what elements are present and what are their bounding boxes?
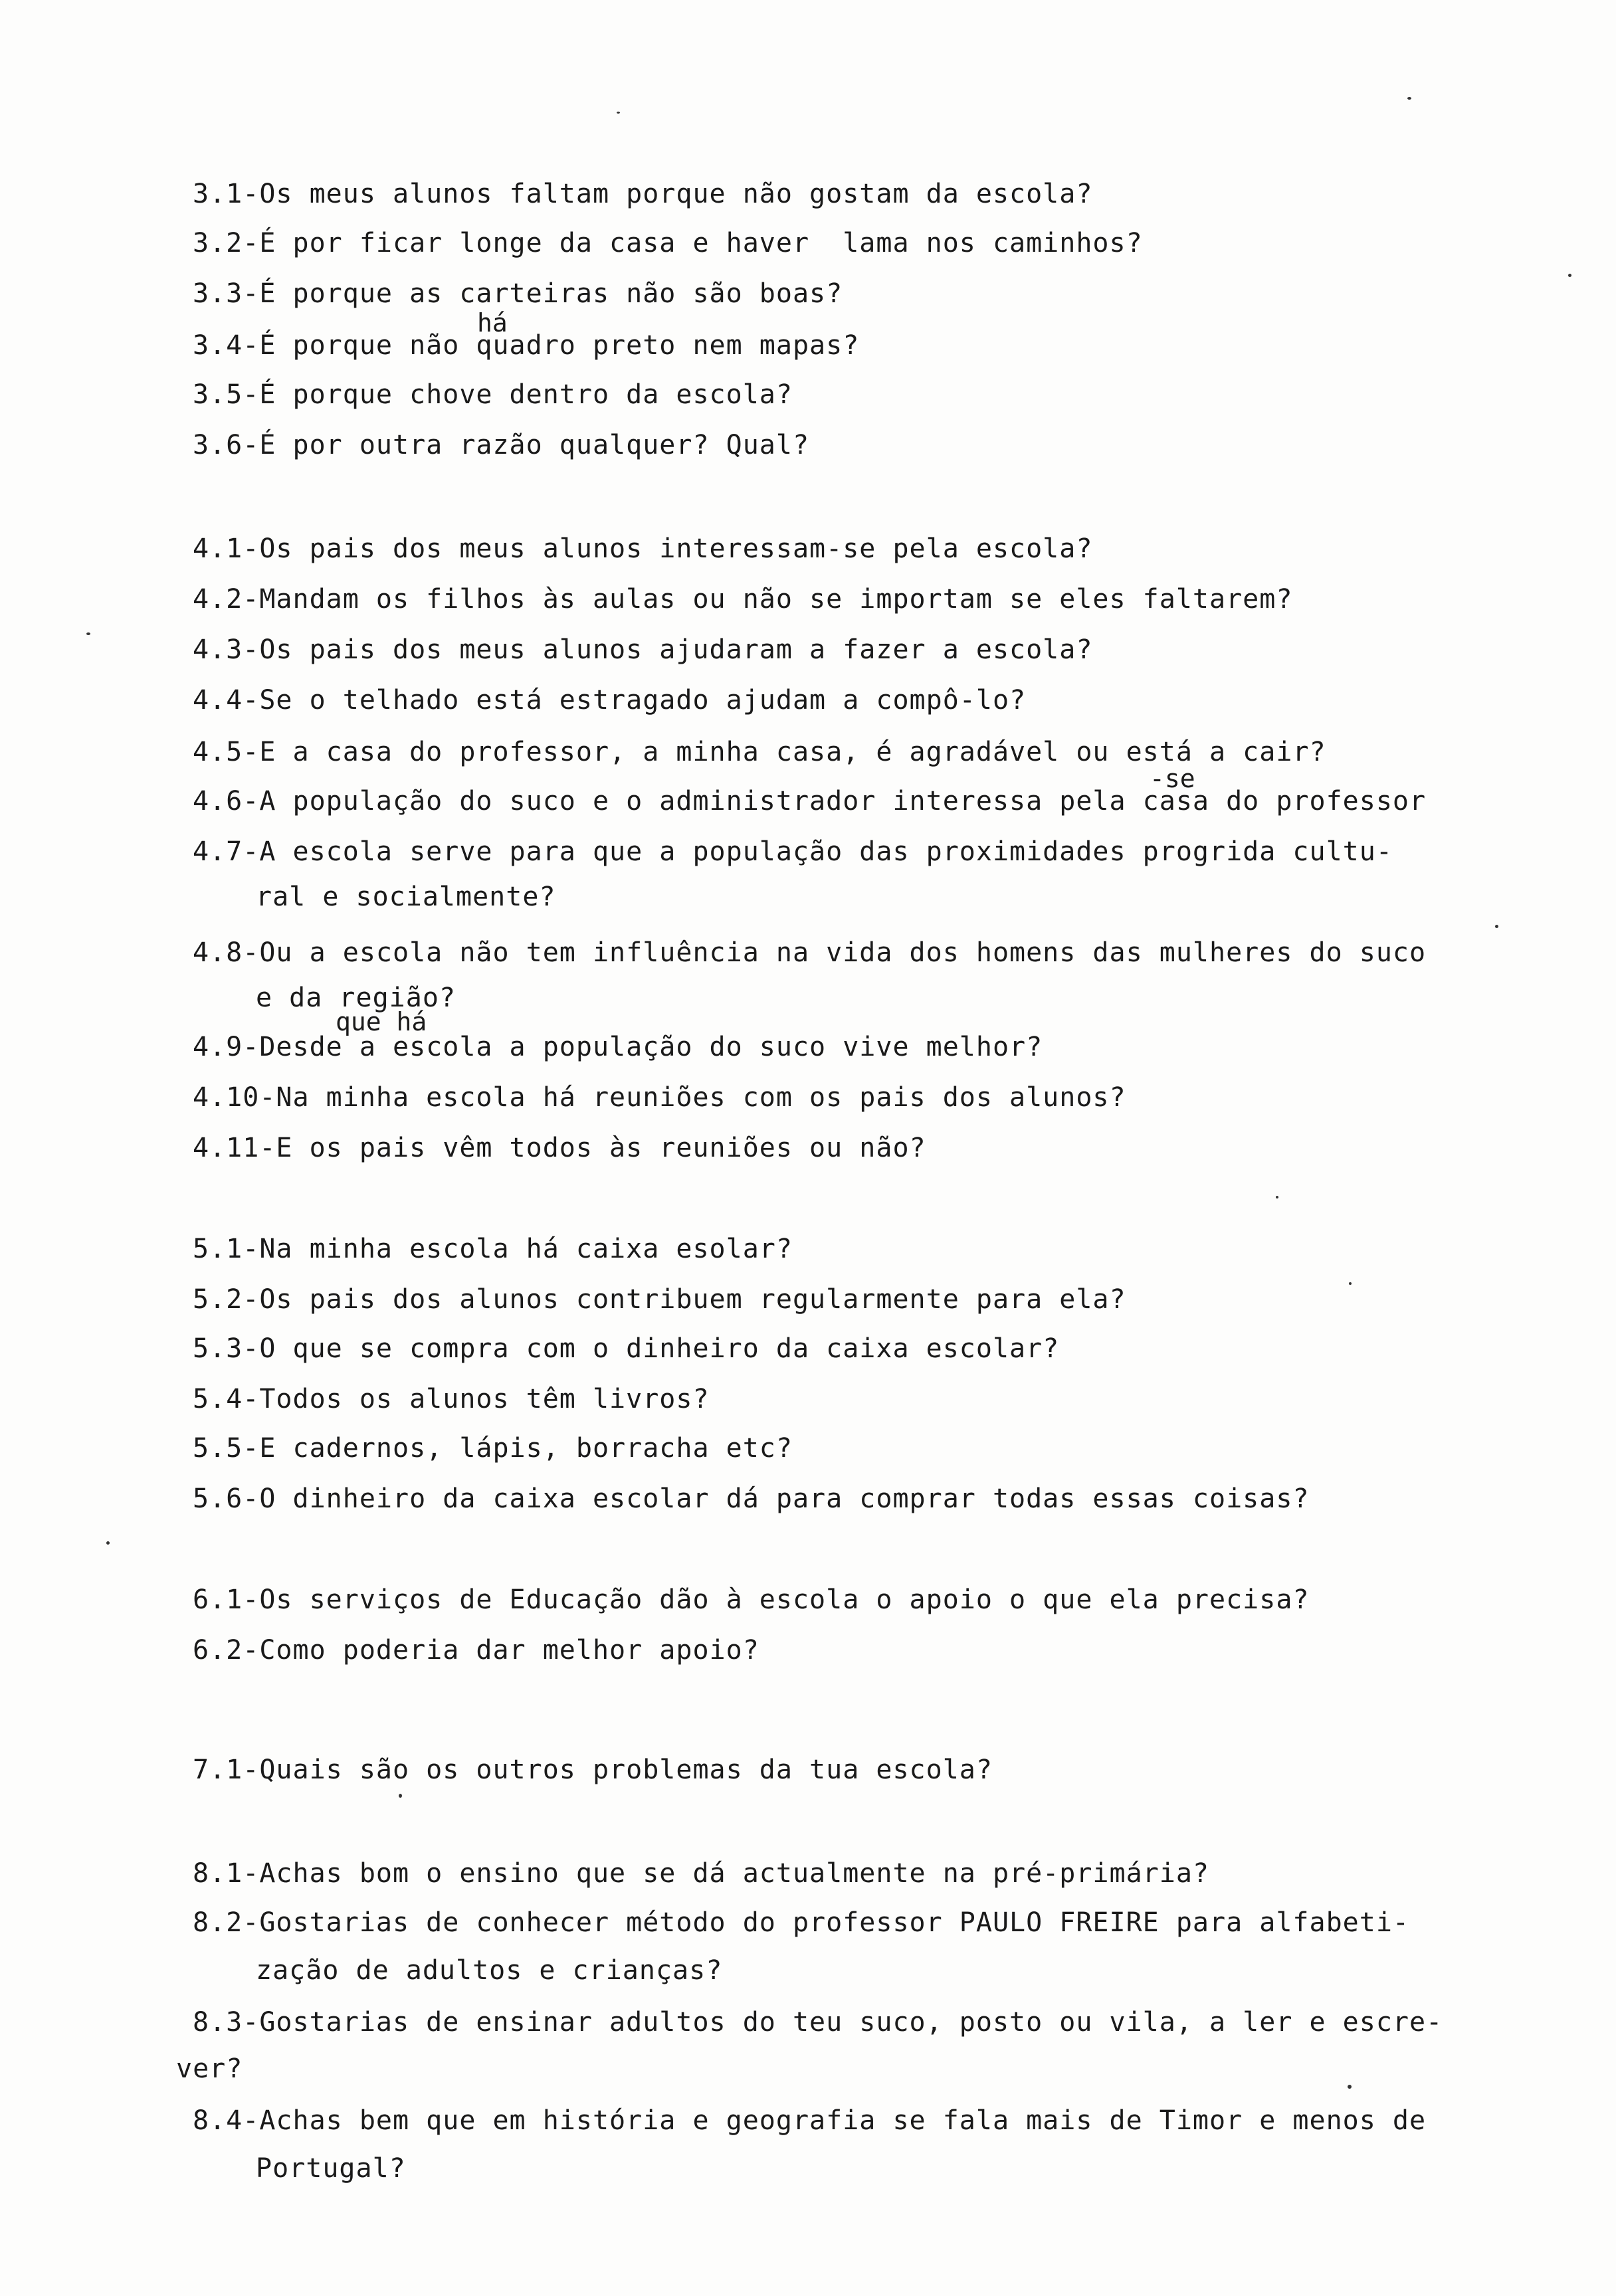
question-5-6: 5.6-O dinheiro da caixa escolar dá para comprar todas essas coisas? — [193, 1483, 1310, 1514]
question-4-11: 4.11-E os pais vêm todos às reuniões ou não? — [193, 1133, 926, 1163]
scan-speck — [1568, 274, 1571, 277]
question-5-3: 5.3-O que se compra com o dinheiro da caixa escolar? — [193, 1333, 1060, 1364]
question-3-2: 3.2-É por ficar longe da casa e haver lama nos caminhos? — [193, 228, 1143, 258]
question-8-3-continuation: ver? — [176, 2054, 243, 2084]
question-8-2-continuation: zação de adultos e crianças? — [256, 1955, 723, 1986]
question-5-1: 5.1-Na minha escola há caixa esolar? — [193, 1234, 793, 1264]
question-3-1: 3.1-Os meus alunos faltam porque não gostam da escola? — [193, 179, 1093, 209]
scan-speck — [86, 632, 90, 635]
question-5-2: 5.2-Os pais dos alunos contribuem regularmente para ela? — [193, 1284, 1126, 1315]
scan-speck — [617, 112, 620, 114]
handwritten-insertion-ha: há — [477, 308, 508, 337]
scan-speck — [1348, 2085, 1352, 2089]
scan-speck — [1407, 97, 1411, 100]
handwritten-insertion-se: -se — [1150, 764, 1195, 793]
question-4-7: 4.7-A escola serve para que a população das proximidades progrida cultu- — [193, 836, 1393, 867]
question-3-3: 3.3-É porque as carteiras não são boas? — [193, 278, 843, 309]
question-4-5: 4.5-E a casa do professor, a minha casa, é agradável ou está a cair? — [193, 737, 1326, 767]
question-3-6: 3.6-É por outra razão qualquer? Qual? — [193, 430, 810, 460]
question-3-4: 3.4-É porque não quadro preto nem mapas? — [193, 330, 860, 361]
question-8-3: 8.3-Gostarias de ensinar adultos do teu suco, posto ou vila, a ler e escre- — [193, 2007, 1443, 2038]
handwritten-insertion-que-ha: que há — [336, 1007, 427, 1036]
question-5-4: 5.4-Todos os alunos têm livros? — [193, 1384, 710, 1414]
question-4-10: 4.10-Na minha escola há reuniões com os pais dos alunos? — [193, 1082, 1126, 1113]
question-8-4: 8.4-Achas bem que em história e geografia se fala mais de Timor e menos de — [193, 2105, 1427, 2136]
question-4-2: 4.2-Mandam os filhos às aulas ou não se importam se eles faltarem? — [193, 584, 1293, 615]
question-7-1: 7.1-Quais são os outros problemas da tua escola? — [193, 1755, 993, 1785]
question-6-2: 6.2-Como poderia dar melhor apoio? — [193, 1635, 759, 1666]
scan-speck — [399, 1794, 402, 1798]
question-8-2: 8.2-Gostarias de conhecer método do professor PAULO FREIRE para alfabeti- — [193, 1907, 1409, 1938]
scan-speck — [1495, 925, 1498, 928]
question-4-9: 4.9-Desde a escola a população do suco vive melhor? — [193, 1032, 1043, 1062]
scan-speck — [1276, 1196, 1278, 1198]
scan-speck — [1349, 1282, 1352, 1285]
question-4-3: 4.3-Os pais dos meus alunos ajudaram a fazer a escola? — [193, 634, 1093, 665]
question-4-7-continuation: ral e socialmente? — [256, 882, 556, 912]
question-8-4-continuation: Portugal? — [256, 2153, 406, 2184]
question-6-1: 6.1-Os serviços de Educação dão à escola o apoio o que ela precisa? — [193, 1584, 1310, 1615]
question-4-8-continuation: e da região? — [256, 983, 456, 1013]
scan-speck — [106, 1541, 110, 1545]
question-5-5: 5.5-E cadernos, lápis, borracha etc? — [193, 1433, 793, 1464]
question-4-4: 4.4-Se o telhado está estragado ajudam a compô-lo? — [193, 685, 1027, 716]
question-4-1: 4.1-Os pais dos meus alunos interessam-se pela escola? — [193, 533, 1093, 564]
question-3-5: 3.5-É porque chove dentro da escola? — [193, 379, 793, 410]
question-4-8: 4.8-Ou a escola não tem influência na vida dos homens das mulheres do suco — [193, 937, 1427, 968]
question-8-1: 8.1-Achas bom o ensino que se dá actualmente na pré-primária? — [193, 1858, 1210, 1889]
question-4-6: 4.6-A população do suco e o administrador interessa pela casa do professor — [193, 786, 1427, 816]
